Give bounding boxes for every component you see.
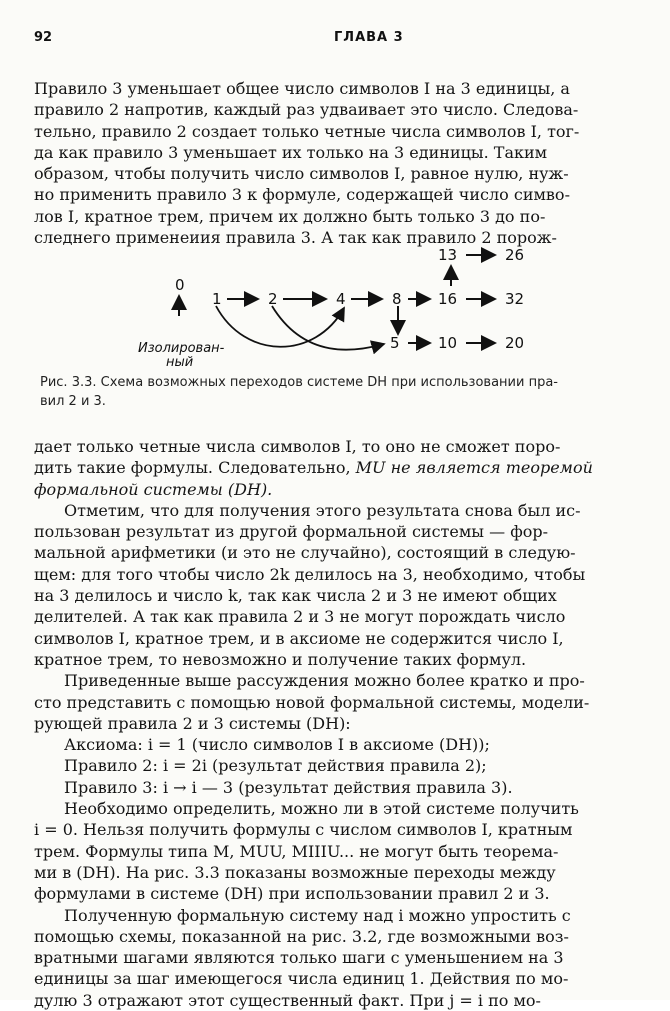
- text-line: Полученную формальную систему над i можно упростить с: [64, 905, 571, 925]
- text-line: образом, чтобы получить число символов I, равное нулю, нуж-: [34, 164, 569, 184]
- axiom-line: Аксиома: i = 1 (число символов I в аксиоме (DH));: [64, 735, 490, 755]
- node-16: 16: [438, 290, 458, 308]
- text-line: мальной арифметики (и это не случайно), состоящий в следую-: [34, 543, 576, 563]
- node-5: 5: [390, 334, 400, 352]
- curve-2-to-4: [216, 306, 344, 347]
- node-2: 2: [268, 290, 278, 308]
- node-32: 32: [505, 290, 525, 308]
- main-text: [34, 436, 634, 1011]
- text-run: дить такие формулы. Следовательно,: [34, 458, 356, 478]
- text-line: единицы за шаг имеющегося числа единиц 1. Действия по мо-: [34, 969, 569, 989]
- text-line: пользован результат из другой формальной системы — фор-: [34, 522, 548, 542]
- node-10: 10: [438, 334, 458, 352]
- node-8: 8: [392, 290, 402, 308]
- caption-line: Рис. 3.3. Схема возможных переходов системе DH при использовании пра-: [40, 375, 558, 390]
- text-line: рующей правила 2 и 3 системы (DH):: [34, 713, 351, 733]
- isolated-label-2: ный: [166, 355, 194, 370]
- text-line: трем. Формулы типа M, MUU, MIIIU... не могут быть теорема-: [34, 841, 559, 861]
- text-line: кратное трем, то невозможно и получение таких формул.: [34, 649, 527, 669]
- text-line: дулю 3 отражают этот существенный факт. При j = i по мо-: [34, 990, 541, 1010]
- text-line: да как правило 3 уменьшает их только на 3 единицы. Таким: [34, 142, 548, 162]
- text-line: щем: для того чтобы число 2k делилось на 3, необходимо, чтобы: [34, 564, 586, 584]
- text-line: [34, 457, 634, 478]
- text-line: на 3 делилось и число k, так как числа 2 и 3 не имеют общих: [34, 586, 557, 606]
- node-13: 13: [438, 246, 458, 264]
- text-line: Отметим, что для получения этого результата снова был ис-: [64, 500, 581, 520]
- node-1: 1: [212, 290, 222, 308]
- text-line: ми в (DH). На рис. 3.3 показаны возможные переходы между: [34, 862, 556, 882]
- text-line: сто представить с помощью новой формальной системы, модели-: [34, 692, 590, 712]
- text-line: лов I, кратное трем, причем их должно быть только 3 до по-: [34, 206, 546, 226]
- transition-diagram: [130, 240, 550, 370]
- conclusion-italic: MU не является теоремой: [355, 458, 593, 478]
- paragraph-1: [34, 78, 634, 248]
- node-26: 26: [505, 246, 525, 264]
- text-line: Необходимо определить, можно ли в этой системе получить: [64, 799, 579, 819]
- page-number: 92: [34, 30, 53, 45]
- caption-line: вил 2 и 3.: [40, 394, 106, 409]
- conclusion-italic: формальной системы (DH).: [34, 479, 273, 499]
- chapter-title: ГЛАВА 3: [334, 30, 404, 45]
- figure-caption: [40, 373, 630, 411]
- text-line: формулами в системе (DH) при использовании правил 2 и 3.: [34, 884, 550, 904]
- text-line: но применить правило 3 к формуле, содержащей число симво-: [34, 185, 570, 205]
- text-line: Приведенные выше рассуждения можно более кратко и про-: [64, 671, 585, 691]
- text-line: вратными шагами являются только шаги с уменьшением на 3: [34, 948, 564, 968]
- isolated-label-1: Изолирован-: [138, 341, 225, 356]
- node-4: 4: [336, 290, 346, 308]
- text-line: дает только четные числа символов I, то оно не сможет поро-: [34, 437, 561, 456]
- node-0: 0: [175, 276, 185, 294]
- text-line: следнего применеиия правила 3. А так как правило 2 порож-: [34, 228, 557, 248]
- text-line: тельно, правило 2 создает только четные числа символов I, тог-: [34, 121, 580, 141]
- text-line: i = 0. Нельзя получить формулы с числом символов I, кратным: [34, 820, 573, 840]
- node-20: 20: [505, 334, 525, 352]
- page-header: [34, 30, 636, 52]
- rule-2-line: Правило 2: i = 2i (результат действия правила 2);: [64, 756, 487, 776]
- text-line: Правило 3 уменьшает общее число символов I на 3 единицы, а: [34, 79, 570, 98]
- text-line: делителей. А так как правила 2 и 3 не могут порождать число: [34, 607, 566, 627]
- rule-3-line: Правило 3: i → i — 3 (результат действия правила 3).: [64, 777, 513, 797]
- text-line: символов I, кратное трем, и в аксиоме не содержится число I,: [34, 628, 564, 648]
- text-line: правило 2 напротив, каждый раз удваивает это число. Следова-: [34, 100, 579, 120]
- text-line: помощью схемы, показанной на рис. 3.2, где возможными воз-: [34, 926, 569, 946]
